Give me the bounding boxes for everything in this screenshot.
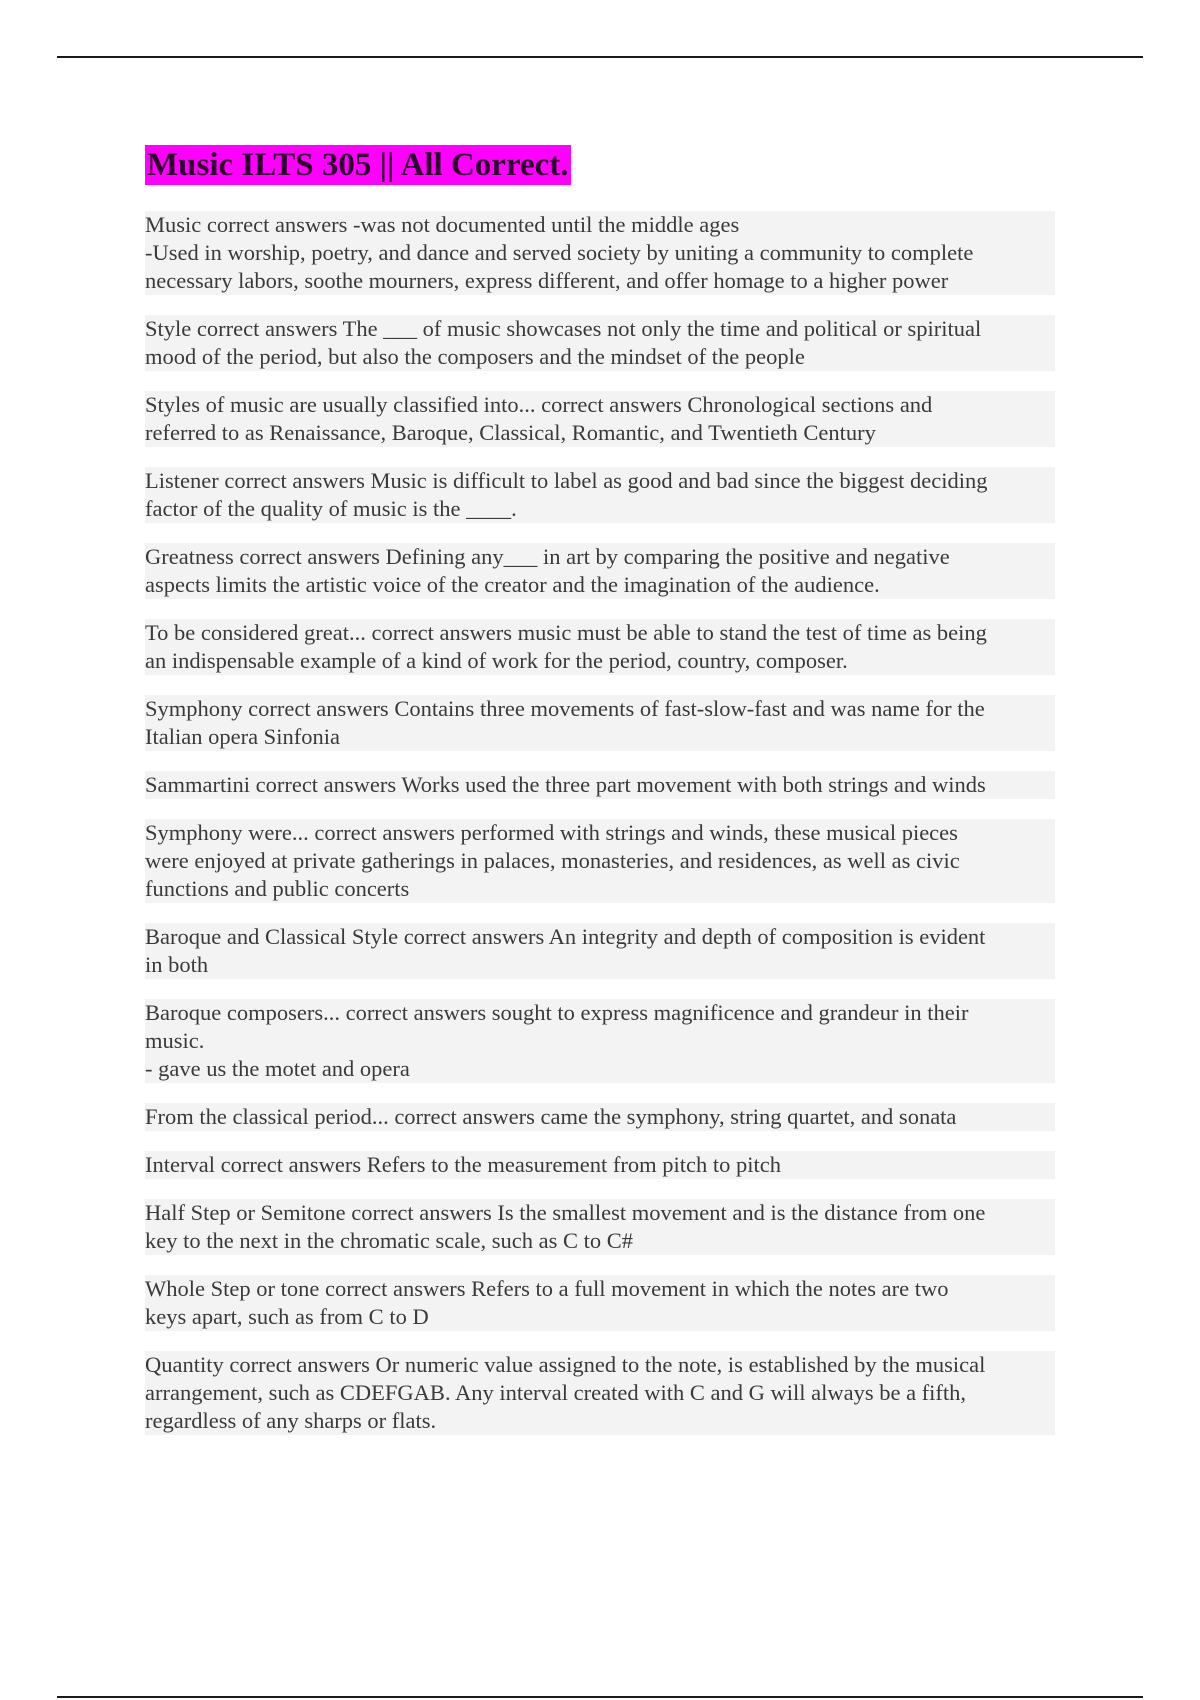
bottom-rule xyxy=(57,1696,1143,1698)
entry-line: Baroque and Classical Style correct answers An integrity and depth of composition is evident xyxy=(145,923,1055,951)
entry-line: -Used in worship, poetry, and dance and served society by uniting a community to complete xyxy=(145,239,1055,267)
entry xyxy=(145,695,1055,751)
entry xyxy=(145,923,1055,979)
entry xyxy=(145,315,1055,371)
entry-line: in both xyxy=(145,951,1055,979)
entry-line: Symphony were... correct answers performed with strings and winds, these musical pieces xyxy=(145,819,1055,847)
entry xyxy=(145,543,1055,599)
entry-line: necessary labors, soothe mourners, express different, and offer homage to a higher power xyxy=(145,267,1055,295)
entry-line: factor of the quality of music is the ____. xyxy=(145,495,1055,523)
entry xyxy=(145,1275,1055,1331)
entry-line: mood of the period, but also the composers and the mindset of the people xyxy=(145,343,1055,371)
top-rule xyxy=(57,56,1143,58)
entry xyxy=(145,819,1055,903)
entry xyxy=(145,1351,1055,1435)
entry xyxy=(145,467,1055,523)
entry xyxy=(145,211,1055,295)
entry xyxy=(145,391,1055,447)
entry-line: Half Step or Semitone correct answers Is the smallest movement and is the distance from one xyxy=(145,1199,1055,1227)
entry-line: an indispensable example of a kind of work for the period, country, composer. xyxy=(145,647,1055,675)
document-title: Music ILTS 305 || All Correct. xyxy=(147,147,569,183)
entry-line: Whole Step or tone correct answers Refers to a full movement in which the notes are two xyxy=(145,1275,1055,1303)
entry xyxy=(145,1103,1055,1131)
entry-line: - gave us the motet and opera xyxy=(145,1055,1055,1083)
entry-line: Listener correct answers Music is difficult to label as good and bad since the biggest deciding xyxy=(145,467,1055,495)
entry-line: From the classical period... correct answers came the symphony, string quartet, and sonata xyxy=(145,1103,1055,1131)
entry xyxy=(145,619,1055,675)
entry-line: Styles of music are usually classified into... correct answers Chronological sections and xyxy=(145,391,1055,419)
entry-line: Greatness correct answers Defining any___ in art by comparing the positive and negative xyxy=(145,543,1055,571)
entry-line: Sammartini correct answers Works used the three part movement with both strings and winds xyxy=(145,771,1055,799)
entry-line: referred to as Renaissance, Baroque, Classical, Romantic, and Twentieth Century xyxy=(145,419,1055,447)
entry-line: functions and public concerts xyxy=(145,875,1055,903)
entry-line: Quantity correct answers Or numeric value assigned to the note, is established by the musical xyxy=(145,1351,1055,1379)
entry-line: Baroque composers... correct answers sought to express magnificence and grandeur in their xyxy=(145,999,1055,1027)
entry-line: arrangement, such as CDEFGAB. Any interval created with C and G will always be a fifth, xyxy=(145,1379,1055,1407)
entry-line: Italian opera Sinfonia xyxy=(145,723,1055,751)
entry xyxy=(145,1151,1055,1179)
entry-line: Style correct answers The ___ of music showcases not only the time and political or spiritual xyxy=(145,315,1055,343)
entry-line: Symphony correct answers Contains three movements of fast-slow-fast and was name for the xyxy=(145,695,1055,723)
entry-line: were enjoyed at private gatherings in palaces, monasteries, and residences, as well as civic xyxy=(145,847,1055,875)
entry-line: key to the next in the chromatic scale, such as C to C# xyxy=(145,1227,1055,1255)
entry xyxy=(145,999,1055,1083)
entry-line: regardless of any sharps or flats. xyxy=(145,1407,1055,1435)
entry-line: music. xyxy=(145,1027,1055,1055)
entry-line: Music correct answers -was not documented until the middle ages xyxy=(145,211,1055,239)
entry xyxy=(145,771,1055,799)
entry-line: Interval correct answers Refers to the measurement from pitch to pitch xyxy=(145,1151,1055,1179)
entry-line: To be considered great... correct answers music must be able to stand the test of time as being xyxy=(145,619,1055,647)
entry xyxy=(145,1199,1055,1255)
entry-line: keys apart, such as from C to D xyxy=(145,1303,1055,1331)
entry-line: aspects limits the artistic voice of the creator and the imagination of the audience. xyxy=(145,571,1055,599)
document-body xyxy=(145,145,1055,1455)
